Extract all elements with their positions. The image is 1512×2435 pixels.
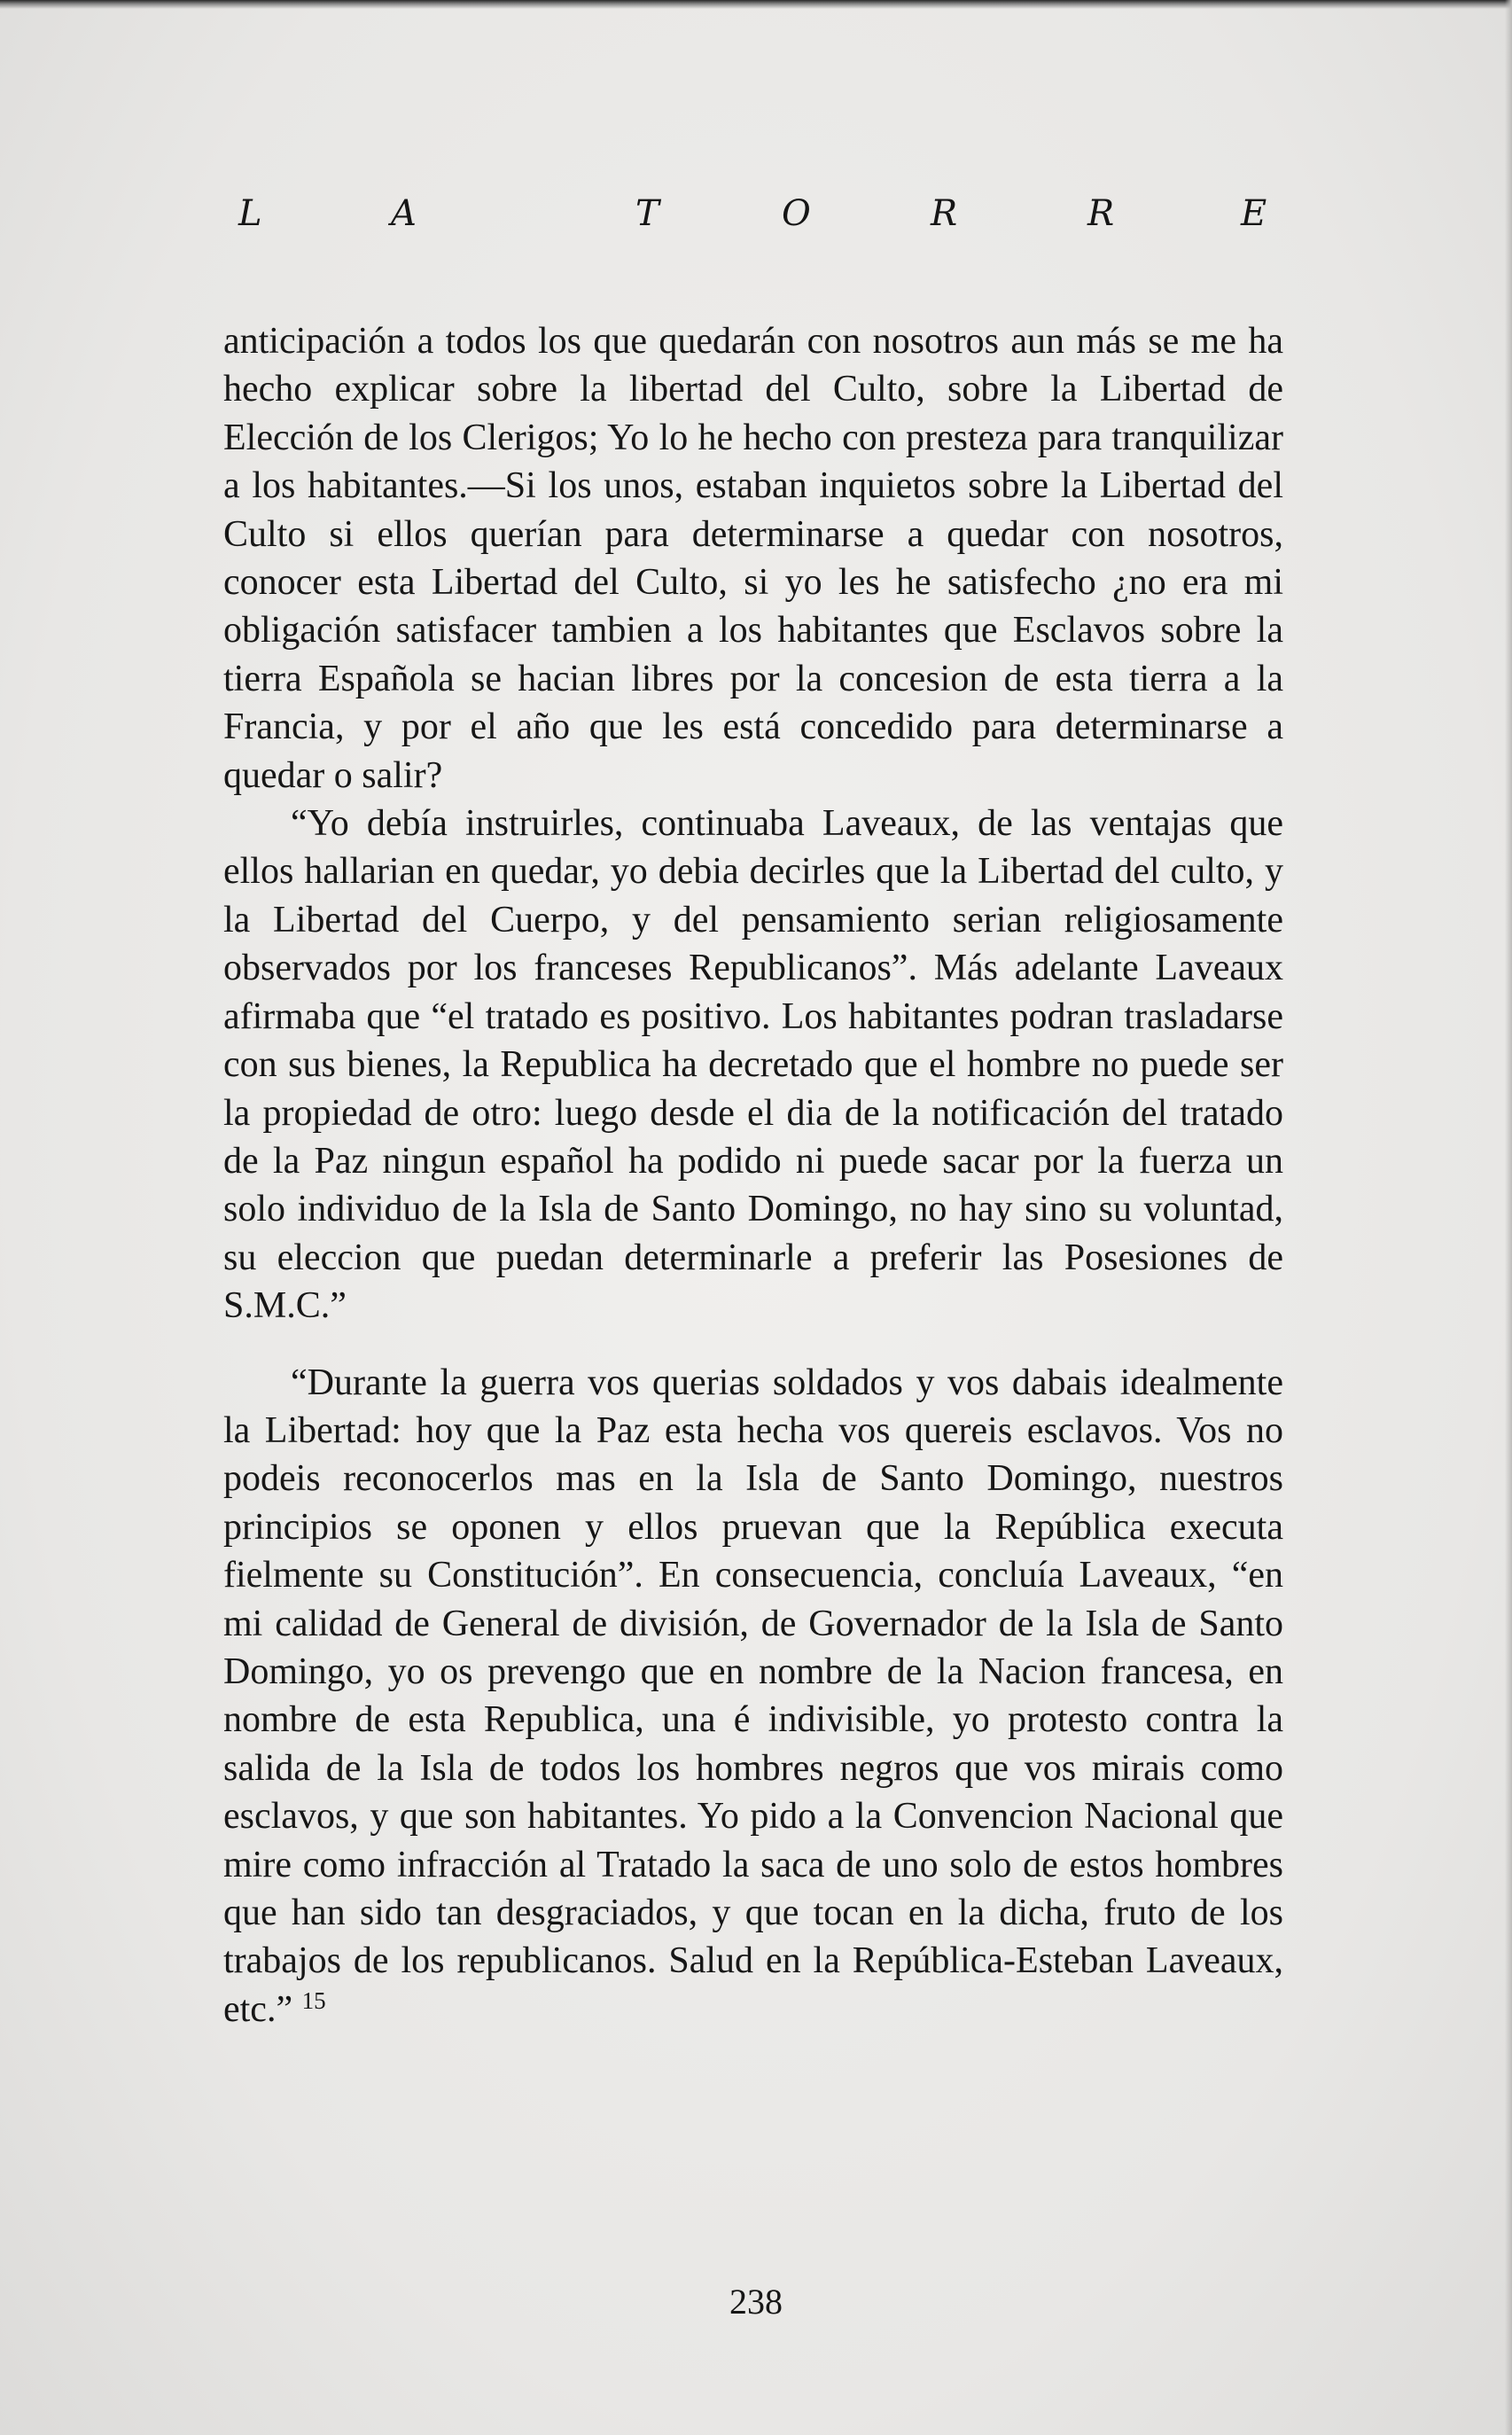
header-letter: L — [238, 193, 262, 234]
body-text — [223, 317, 1283, 2033]
header-letter: A — [391, 193, 417, 234]
paragraph — [223, 800, 1283, 1330]
paragraph — [223, 1359, 1283, 2034]
header-letter: R — [1087, 193, 1115, 234]
header-letter: R — [931, 193, 958, 234]
paragraph-text: “Durante la guerra vos querias soldados y vos dabais idealmente la Libertad: hoy que la Paz esta hecha vos quereis esclavos. Vos no podeis reconocerlos mas en la Isla de Santo Domingo, nuestros principios se oponen y ellos pruevan que la República executa fielmente su Constitución”. En consecuencia, concluía Laveaux, “en mi calidad de General de división, de Governador de la Isla de Santo Domingo, yo os prevengo que en nombre de la Nacion francesa, en nombre de esta Republica, una é indivisible, yo protesto contra la salida de la Isla de todos los hombres negros que vos mirais como esclavos, y que son habitantes. Yo pido a la Convencion Nacional que mire como infracción al Tratado la saca de uno solo de estos hombres que han sido tan desgraciados, y que tocan en la dicha, fruto de los trabajos de los republicanos. Salud en la República-Esteban Laveaux, etc.” — [223, 1362, 1283, 2030]
footnote-marker: 15 — [301, 1986, 326, 2014]
paragraph: anticipación a todos los que quedarán con nosotros aun más se me ha hecho explicar sobre la libertad del Culto, sobre la Libertad de Elección de los Clerigos; Yo lo he hecho con presteza para tranquilizar a los habitantes.—Si los unos, estaban inquietos sobre la Libertad del Culto si ellos querían para determinarse a quedar con nosotros, conocer esta Libertad del Culto, si yo les he satisfecho ¿no era mi obligación satisfacer tambien a los habitantes que Esclavos sobre la tierra Española se hacian libres por la concesion de esta tierra a la Francia, y por el año que les está concedido para determinarse a quedar o salir? — [223, 321, 1283, 796]
scan-right-edge — [1505, 0, 1512, 2435]
running-header — [223, 193, 1287, 246]
scan-top-edge — [0, 0, 1512, 9]
paragraph-text: “Yo debía instruirles, continuaba Laveaux, de las ventajas que ellos hallarian en quedar, yo debia decirles que la Libertad del culto, y la Libertad del Cuerpo, y del pensamiento serian religiosamente observados por los franceses Republicanos”. Más adelante Laveaux afirmaba que “el tratado es positivo. Los habitantes podran trasladarse con sus bienes, la Republica ha decretado que el hombre no puede ser la propiedad de otro: luego desde el dia de la notificación del tratado de la Paz ningun español ha podido ni puede sacar por la fuerza un solo individuo de la Isla de Santo Domingo, no hay sino su voluntad, su eleccion que puedan determinarle a preferir las Posesiones de S.M.C.” — [223, 803, 1283, 1327]
header-letter: E — [1241, 193, 1267, 234]
header-letter: T — [635, 193, 659, 234]
header-letter: O — [782, 193, 811, 234]
page-number: 238 — [729, 2282, 783, 2322]
